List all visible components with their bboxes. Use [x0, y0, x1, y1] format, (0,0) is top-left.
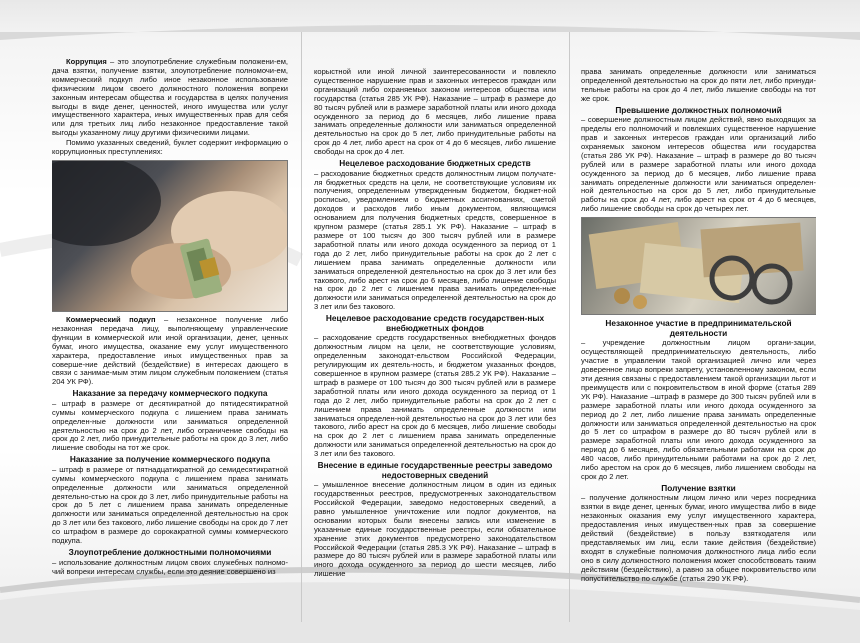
heading-receiving-bribe: Получение взятки — [661, 482, 736, 493]
paragraph-corruption-definition: Коррупция – это злоупотребление служебным положени-ем, дача взятки, получение взятки, злоупотребление полномочи-ем, коммерческий подкуп либо иное незаконное использование физическим лицом своего должностного положения вопреки законным интересам общества и государства в целях получения выгоды в виде денег, ценностей, иного имущества или услуг имущественного характера, иных имущественных прав для себя или для третьих лиц либо незаконное предоставление такой выгоды указанному лицу другими физическими лицами. — [52, 58, 288, 138]
column-2 — [314, 68, 556, 640]
paragraph-false-registry-entries: – умышленное внесение должностным лицом в один из единых государственных реестров, предусмотренных законодательством Российской Федерации, заведомо недостоверных сведений, а равно умышленное уничтожение или подлог документов, на основании которых были внесены запись или изменение в указанные единые государственные реестры, если обязательное хранение этих документов предусмотрено законодательством Российской Федерации (статья 285.3 УК РФ). Наказание – штраф в размере до 80 тысяч рублей или в размере заработной платы или иного дохода осужденного за период до шести месяцев, либо лишение — [314, 480, 556, 579]
paragraph-exceeding-authority: – совершение должностным лицом действий, явно выходящих за пределы его полномочий и повлекших существенное нарушение прав и законных интересов граждан или организаций либо охраняемых законом интересов общества или государства (статья 286 УК РФ). Наказание – штраф в размере до 80 тысяч рублей или в размере заработной платы или иного дохода осужденного за период до 6 месяцев, либо лишение права занимать определенные должности или заниматься определен-ной деятельностью на срок до 5 лет, либо принудительные работы на срок до 4 лет, либо арест на срок от 4 до 6 месяцев, либо лишение свободы на срок до четырех лет. — [581, 115, 816, 214]
heading-illegal-business-participation: Незаконное участие в предпринимательской деятельности — [605, 318, 792, 338]
paragraph-abuse-of-authority: – использование должностным лицом своих служебных полномо-чий вопреки интересам службы, если это деяние совершено из — [52, 557, 288, 576]
paragraph-commercial-bribery: Коммерческий подкуп – незаконное получение либо незаконная передача лицу, выполняющему управленческие функции в коммерческой или иной организации, денег, ценных бумаг, иного имущества, оказание ему услуг имущественного характера, предоставление иных имущественных прав за соверше-ние действий (бездействие) в интересах дающего в связи с занимае-мым этим лицом служебным положением (статья 204 УК РФ). — [52, 314, 288, 387]
paragraph-illegal-business-participation: – учреждение должностным лицом органи-зации, осуществляющей предпринимательскую деятельность, либо участие в управлении такой организацией лично или через доверенное лицо вопреки запрету, установленному законом, если эти деяния связаны с предоставлением такой организации льгот и преимуществ или с покровительством в иной форме (статья 289 УК РФ). Наказание –штраф в размере до 300 тысяч рублей или в размере заработной платы или иного дохода осужденного за период до 2 лет, либо лишение права занимать определенные должности или заниматься определенной деятельностью на срок до 5 лет со штрафом в размере до 80 тысяч рублей или в размере заработной платы или иного дохода осужденного за период до 6 месяцев, либо обязательными работами на срок до 480 часов, либо принудительными работами на срок до 2 лет, либо арестом на срок до 6 месяцев, либо лишением свободы на срок до 2 лет. — [581, 338, 816, 481]
paragraph-misuse-extrabudgetary-funds: – расходование средств государственных внебюджетных фондов должностным лицом на цели, не соответствующие условиям, определенным законодат-ельством Российской Федерации, регулирующим их деятель-ность, и бюджетом указанных фондов, совершенное в крупном размере (статья 285.2 УК РФ). Наказание – штраф в размере от 100 тысяч до 300 тысяч рублей или в размере заработной платы или иного дохода осужденного за период от 1 года до 2 лет, либо принудительные работы на срок до 2 лет с лишением права занимать определенные должности или заниматься определен-ной деятельностью на срок до 3 лет или без такового, либо арест на срок до 6 месяцев, либо лишение свободы на срок до 2 лет с лишением права занимать определенные должности или заниматься определенной деятельностью на срок до 3 лет или без такового. — [314, 333, 556, 459]
heading-abuse-of-authority: Злоупотребление должностными полномочиями — [68, 547, 272, 557]
heading-exceeding-authority: Превышение должностных полномочий — [615, 104, 782, 115]
column-3 — [581, 68, 816, 640]
heading-false-registry-entries: Внесение в единые государственные реестры заведомо недостоверных сведений — [317, 460, 553, 480]
heading-misuse-budget-funds: Нецелевое расходование бюджетных средств — [339, 158, 531, 169]
fold-line-1 — [301, 32, 302, 622]
heading-penalty-receiving-bribe: Наказание за получение коммерческого подкупа — [69, 454, 271, 465]
paragraph-registry-continued: права занимать определенные должности или заниматься определенной деятельностью на срок до пяти лет, либо принуди-тельные работы на срок до 4 лет, либо лишение свободы на тот же срок. — [581, 68, 816, 103]
paragraph-abuse-continued: корыстной или иной личной заинтересованности и повлекло существенное нарушение прав и законных интересов граждан или организаций либо охраняемых законом интересов общества или государства (статья 285 УК РФ). Наказание – штраф в размере до 80 тысяч рублей или в размере заработной платы или иного дохода осужденного за период до 6 месяцев, либо лишение права занимать определенные должности или заниматься определенной деятельностью на срок до 5 лет, либо принудительные работы на срок до 4 лет, либо арест на срок от 4 до 6 месяцев, либо лишение свободы на срок до 4 лет. — [314, 68, 556, 157]
fold-line-2 — [569, 32, 570, 622]
paragraph-intro: Помимо указанных сведений, буклет содержит информацию о коррупционных преступлениях: — [52, 138, 288, 157]
photo-bribe-handshake — [52, 160, 288, 312]
paragraph-penalty-giving-bribe: – штраф в размере от десятикратной до пятидесятикратной суммы коммерческого подкупа с лишением права занимать определен-ные должности или заниматься определенной деятельностью на срок до 2 лет, либо ограничение свободы на срок до 2 лет, либо принудительные работы на срок до 3 лет, либо лишение свободы на тот же срок. — [52, 398, 288, 453]
paragraph-misuse-budget-funds: – расходование бюджетных средств должностным лицом получате-ля бюджетных средств на цели, не соответствующие условиям их получения, определенным утвержденным бюджетом, бюджет-ной росписью, уведомлением о бюджетных ассигнованиях, сметой доходов и расходов либо иным документом, являющимся основанием для получения бюджетных средств, совершенное в крупном размере (статья 285.1 УК РФ). Наказание – штраф в размере от 100 тысяч до 300 тысяч рублей или в размере заработной платы или иного дохода осужденного за период от 1 года до 2 лет, либо принудительные работы на срок до 2 лет с лишением права занимать определенные должности или заниматься определенной деятельностью на срок до 3 лет или без такового, либо арест на срок до 6 месяцев, либо лишение свободы на срок до 2 лет с лишением права занимать определен-ные должности или заниматься определенной деятельностью на срок до 3 лет или без такового. — [314, 168, 556, 312]
heading-penalty-giving-bribe: Наказание за передачу коммерческого подкупа — [72, 388, 268, 399]
heading-misuse-extrabudgetary-funds: Нецелевое расходование средств государствен-ных внебюджетных фондов — [325, 313, 545, 333]
paragraph-penalty-receiving-bribe: – штраф в размере от пятнадцатикратной до семидесятикратной суммы коммерческого подкупа с лишением права занимать определенные должности или заниматься определенной деятельно-стью на срок до 3 лет, либо принудительные работы на срок до 5 лет с лишением права занимать определенные должности или заниматься определенной деятельностью на срок до 3 лет или без такового, либо лишение свободы на срок до 7 лет со штрафом в размере до сорокакратной суммы коммерческого подкупа. — [52, 464, 288, 546]
paragraph-receiving-bribe: – получение должностным лицом лично или через посредника взятки в виде денег, ценных бумаг, иного имущества либо в виде незаконных оказания ему услуг имущественного характера, предоставления иных имуществен-ных прав за совершение действий (бездействие) в пользу взяткодателя или представляемых им лиц, если такие действия (бездействие) входят в служебные полномочия должностного лица либо если оно в силу должностного положения может способствовать таким действиям (бездействию), а равно за общее покровительство или попустительство по службе (статья 290 УК РФ). — [581, 493, 816, 583]
column-1 — [52, 58, 288, 630]
photo-money-handcuffs — [581, 217, 816, 315]
